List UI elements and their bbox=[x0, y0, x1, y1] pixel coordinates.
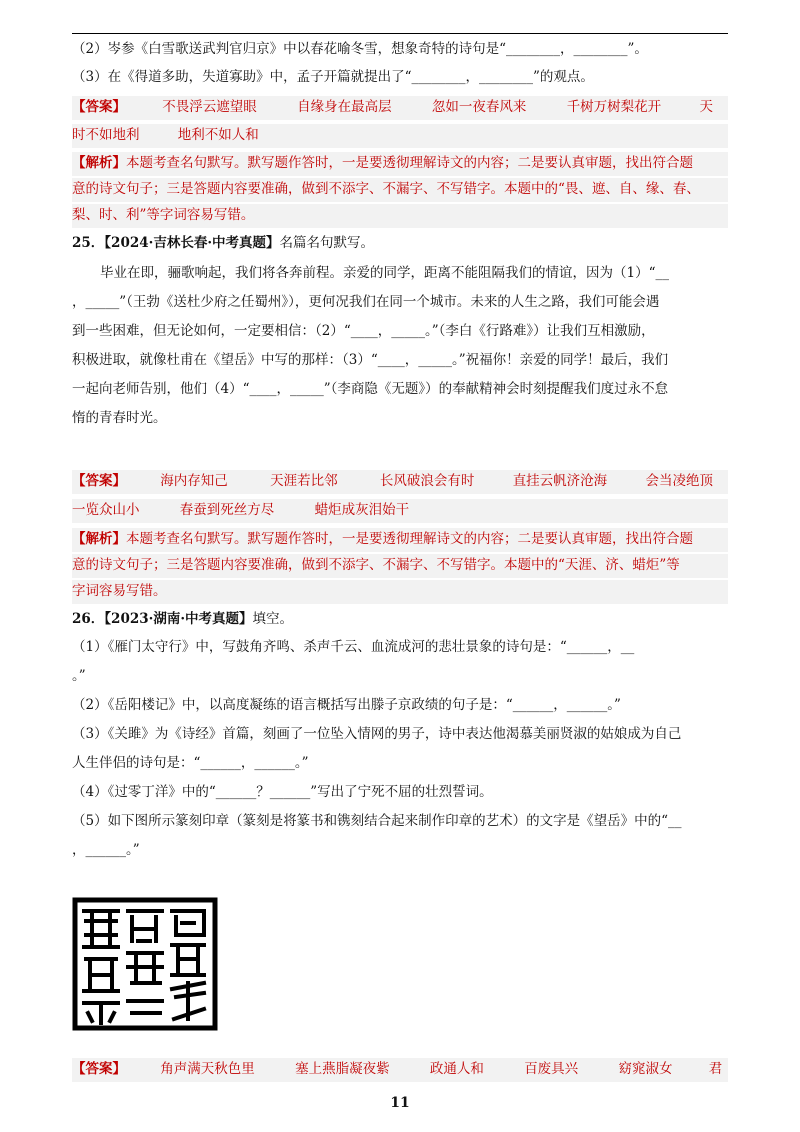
q25-body-line-4: 积极进取，就像杜甫在《望岳》中写的那样：（3）“____，_____。”祝福你！亲爱的同学！最后，我们 bbox=[72, 352, 669, 368]
prev-q3: （3）在《得道多助，失道寡助》中，孟子开篇就提出了“________，________”的观点。 bbox=[72, 69, 594, 85]
answer-item: 天涯若比邻 bbox=[270, 473, 338, 489]
q26-line-4: （3）《关雎》为《诗经》首篇，刻画了一位坠入情网的男子，诗中表达他渴慕美丽贤淑的姑娘成为自己 bbox=[72, 726, 682, 742]
header-rule bbox=[72, 33, 728, 34]
page-number: 11 bbox=[390, 1095, 410, 1111]
q25-analysis-line-3: 字词容易写错。 bbox=[72, 580, 728, 604]
q25-analysis-line-2: 意的诗文句子；三是答题内容要准确，做到不添字、不漏字、不写错字。本题中的“天涯、济、蜡炬”等 bbox=[72, 554, 728, 578]
answer-item: 不畏浮云遮望眼 bbox=[162, 99, 257, 115]
answer-item: 自缘身在最高层 bbox=[297, 99, 392, 115]
answer-item: 百废具兴 bbox=[524, 1061, 579, 1077]
q25-analysis-line-1: 【解析】本题考查名句默写。默写题作答时，一是要透彻理解诗文的内容；二是要认真审题，找出符合题 bbox=[72, 528, 728, 552]
answer-item: 一览众山小 bbox=[72, 502, 140, 518]
answer-tag: 【答案】 bbox=[72, 473, 126, 489]
q25-instruction: 名篇名句默写。 bbox=[279, 235, 375, 251]
q25-body-line-1: 毕业在即，骊歌响起，我们将各奔前程。亲爱的同学，距离不能阻隔我们的情谊，因为（1）“__ bbox=[100, 265, 669, 281]
q26-line-5: 人生伴侣的诗句是：“______，______。” bbox=[72, 755, 309, 771]
q25-number: 25． bbox=[72, 235, 105, 251]
q25-body-line-2: ，_____”（王勃《送杜少府之任蜀州》），更何况我们在同一个城市。未来的人生之路，我们可能会遇 bbox=[72, 294, 660, 310]
q26-heading bbox=[72, 608, 293, 632]
q26-line-1: （1）《雁门太守行》中，写鼓角齐鸣、杀声千云、血流成河的悲壮景象的诗句是：“______，__ bbox=[72, 639, 635, 655]
answer-item: 长风破浪会有时 bbox=[379, 473, 475, 489]
q25-source: 【2024·吉林长春·中考真题】 bbox=[104, 235, 280, 251]
answer-item: 塞上燕脂凝夜紫 bbox=[295, 1061, 390, 1077]
answer-item: 直挂云帆济沧海 bbox=[512, 473, 608, 489]
analysis-tag: 【解析】 bbox=[72, 155, 126, 171]
answer-item: 会当凌绝顶 bbox=[645, 473, 713, 489]
prev-q2: （2）岑参《白雪歌送武判官归京》中以春花喻冬雪，想象奇特的诗句是“________，________”。 bbox=[72, 41, 648, 57]
prev-analysis-line-1: 【解析】本题考查名句默写。默写题作答时，一是要透彻理解诗文的内容；二是要认真审题，找出符合题 bbox=[72, 152, 728, 176]
seal-image bbox=[72, 897, 218, 1031]
answer-item: 窈窕淑女 bbox=[618, 1061, 673, 1077]
q25-body-line-5: 一起向老师告别，他们（4）“____，_____”（李商隐《无题》）的奉献精神会时刻提醒我们度过永不怠 bbox=[72, 381, 669, 397]
q25-answer-line-1 bbox=[72, 470, 728, 494]
answer-item: 春蚕到死丝方尽 bbox=[179, 502, 275, 518]
prev-analysis-line-3: 梨、时、利”等字词容易写错。 bbox=[72, 204, 728, 228]
answer-item: 角声满天秋色里 bbox=[160, 1061, 255, 1077]
answer-tag: 【答案】 bbox=[72, 1061, 126, 1077]
q26-number: 26． bbox=[72, 611, 105, 627]
q26-source: 【2023·湖南·中考真题】 bbox=[104, 611, 253, 627]
answer-item: 海内存知己 bbox=[160, 473, 228, 489]
q25-answer-line-2 bbox=[72, 499, 728, 523]
q26-line-2: 。” bbox=[72, 668, 86, 684]
answer-item: 天 bbox=[699, 99, 713, 115]
q25-body-line-3: 到一些困难，但无论如何，一定要相信：（2）“____，_____。”（李白《行路难》）让我们互相激励， bbox=[72, 323, 655, 339]
answer-item: 政通人和 bbox=[429, 1061, 484, 1077]
answer-tag: 【答案】 bbox=[72, 99, 126, 115]
prev-answer-line-1 bbox=[72, 96, 728, 120]
answer-item: 地利不如人和 bbox=[177, 127, 259, 143]
answer-item: 时不如地利 bbox=[72, 127, 140, 143]
answer-item: 君 bbox=[708, 1061, 723, 1077]
q25-body-line-6: 惰的青春时光。 bbox=[72, 410, 167, 426]
answer-item: 蜡炬成灰泪始干 bbox=[314, 502, 410, 518]
q26-line-8: ，______。” bbox=[72, 842, 140, 858]
answer-item: 忽如一夜春风来 bbox=[431, 99, 527, 115]
q26-line-3: （2）《岳阳楼记》中，以高度凝练的语言概括写出滕子京政绩的句子是：“______，______。” bbox=[72, 697, 621, 713]
q26-line-7: （5）如下图所示篆刻印章（篆刻是将篆书和镌刻结合起来制作印章的艺术）的文字是《望岳》中的“__ bbox=[72, 813, 682, 829]
analysis-tag: 【解析】 bbox=[72, 531, 126, 547]
prev-analysis-line-2: 意的诗文句子；三是答题内容要准确，做到不添字、不漏字、不写错字。本题中的“畏、遮、自、缘、春、 bbox=[72, 178, 728, 202]
q26-line-6: （4）《过零丁洋》中的“______？______”写出了宁死不屈的壮烈誓词。 bbox=[72, 784, 493, 800]
q26-instruction: 填空。 bbox=[252, 611, 294, 627]
q26-answer-line-1 bbox=[72, 1058, 728, 1082]
prev-answer-line-2 bbox=[72, 124, 728, 148]
q25-heading bbox=[72, 232, 374, 256]
answer-item: 千树万树梨花开 bbox=[566, 99, 662, 115]
